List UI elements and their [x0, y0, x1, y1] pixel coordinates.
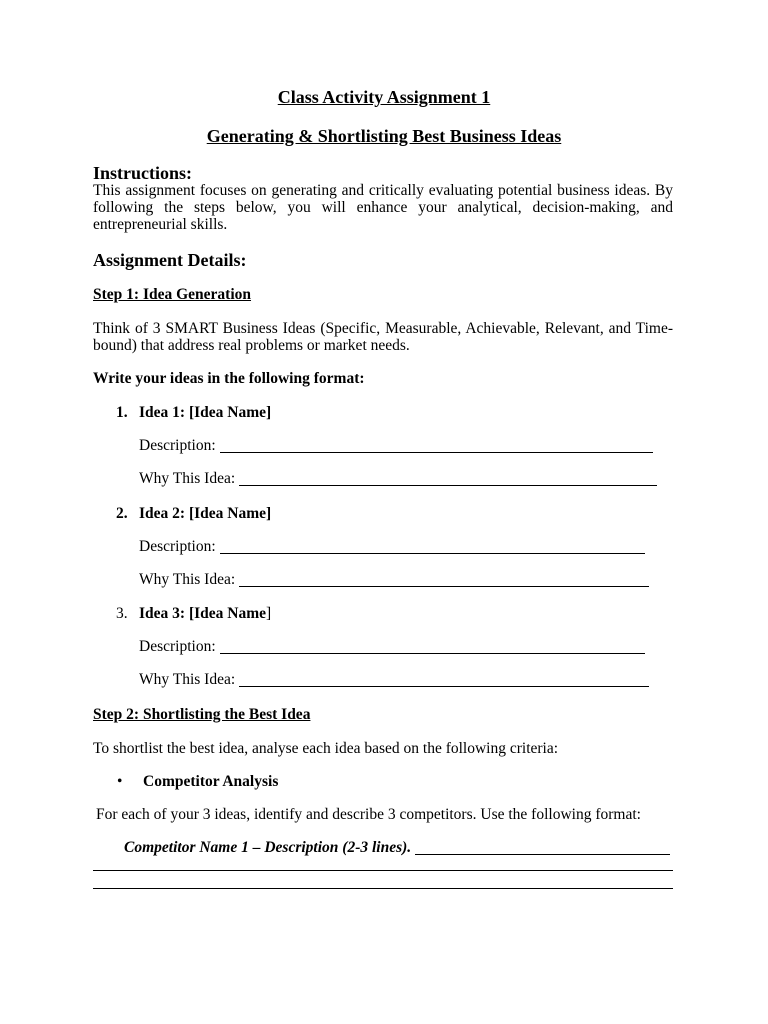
why-this-idea-field	[139, 571, 649, 588]
competitor-format-row	[124, 839, 670, 856]
bullet-icon: •	[117, 773, 123, 790]
description-label: Description:	[139, 638, 216, 655]
why-this-idea-field	[139, 671, 649, 688]
assignment-subtitle-text: Generating & Shortlisting Best Business Ideas	[206, 126, 562, 146]
description-label: Description:	[139, 538, 216, 555]
assignment-title-text: Class Activity Assignment 1	[277, 87, 491, 107]
idea-title-row	[116, 505, 271, 522]
format-label: Write your ideas in the following format:	[93, 370, 365, 387]
description-field	[139, 638, 645, 655]
idea-item	[116, 505, 676, 595]
step2-heading: Step 2: Shortlisting the Best Idea	[93, 706, 311, 723]
why-this-idea-blank-line	[239, 470, 657, 486]
idea-item	[116, 605, 676, 695]
idea-number: 3.	[116, 605, 128, 622]
criteria-label: Competitor Analysis	[143, 773, 279, 790]
why-this-idea-label: Why This Idea:	[139, 571, 236, 588]
competitor-blank-line	[415, 839, 670, 855]
idea-title: Idea 2: [Idea Name]	[139, 505, 272, 522]
description-blank-line	[220, 538, 645, 554]
idea-title-row	[116, 605, 271, 622]
instructions-heading: Instructions:	[93, 163, 193, 183]
why-this-idea-blank-line	[239, 671, 649, 687]
step1-paragraph: Think of 3 SMART Business Ideas (Specific, Measurable, Achievable, Relevant, and Time-bound) that address real problems or market needs.	[93, 320, 673, 354]
shortlist-intro: To shortlist the best idea, analyse each idea based on the following criteria:	[93, 740, 559, 757]
idea-item	[116, 404, 676, 494]
assignment-title	[0, 87, 768, 107]
why-this-idea-label: Why This Idea:	[139, 671, 236, 688]
instructions-paragraph: This assignment focuses on generating and critically evaluating potential business ideas. By following the steps below, you will enhance your analytical, decision-making, and entrepreneurial skills.	[93, 182, 673, 233]
why-this-idea-blank-line	[239, 571, 649, 587]
description-label: Description:	[139, 437, 216, 454]
idea-number: 2.	[116, 505, 128, 522]
description-blank-line	[220, 437, 653, 453]
why-this-idea-field	[139, 470, 657, 487]
competitor-format-label: Competitor Name 1 – Description (2-3 lines).	[124, 839, 412, 856]
step1-heading: Step 1: Idea Generation	[93, 286, 252, 303]
idea-title-row	[116, 404, 271, 421]
idea-title-end: ]	[266, 605, 272, 622]
competitor-instructions: For each of your 3 ideas, identify and describe 3 competitors. Use the following format:	[96, 806, 641, 823]
description-blank-line	[220, 638, 645, 654]
assignment-subtitle	[0, 126, 768, 146]
idea-title: Idea 1: [Idea Name]	[139, 404, 272, 421]
description-field	[139, 437, 653, 454]
answer-blank-line	[93, 888, 673, 889]
idea-title: Idea 3: [Idea Name	[139, 605, 266, 622]
why-this-idea-label: Why This Idea:	[139, 470, 236, 487]
answer-blank-line	[93, 870, 673, 871]
description-field	[139, 538, 645, 555]
criteria-list-item	[0, 773, 768, 790]
idea-number: 1.	[116, 404, 128, 421]
assignment-details-heading: Assignment Details:	[93, 250, 247, 270]
